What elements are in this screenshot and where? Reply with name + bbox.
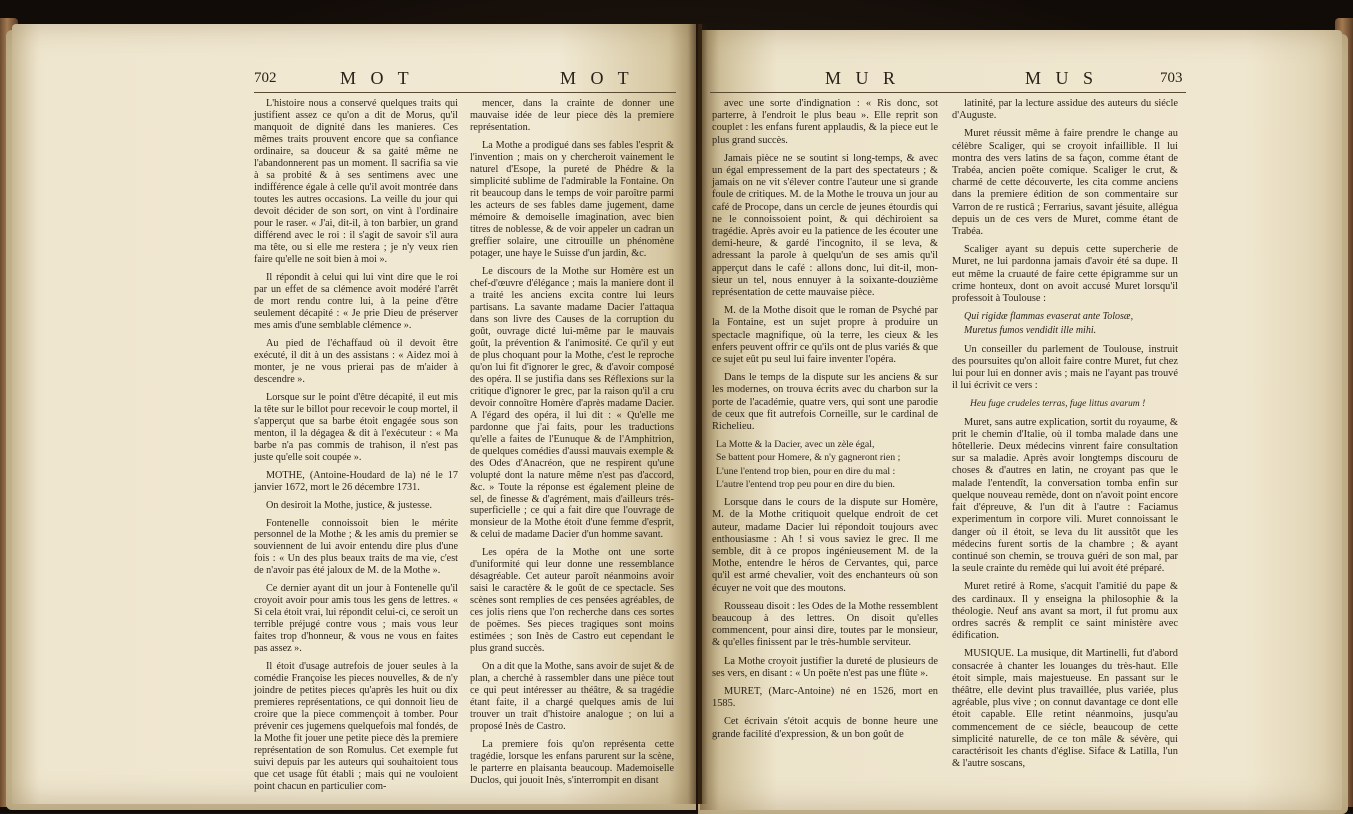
paragraph: Fontenelle connoissoit bien le mérite personnel de la Mothe ; & les amis du premier se souviennent de lui avoir entendu dire plus d'une fois : « Un des plus beaux traits de ma vie, c'est de n'avoir pas été jaloux de M. de la Mothe ». xyxy=(254,517,458,577)
paragraph: mencer, dans la crainte de donner une mauvaise idée de leur piece dès la premiere représentation. xyxy=(470,98,674,133)
header-rule-right xyxy=(710,92,1186,93)
paragraph: M. de la Mothe disoit que le roman de Psyché par la Fontaine, est un sujet propre à produire un spectacle magnifique, où la terre, les cieux & les enfers peuvent offrir ce qu'ils ont de plus variés & que ce sujet eût pu seul lui faire inventer l'opéra. xyxy=(712,305,938,366)
paragraph: Rousseau disoit : les Odes de la Mothe ressemblent beaucoup à des lettres. On disoit qu'elles commencent, pour ainsi dire, toutes par le monsieur, & qu'elles finissent par le très-humble serviteur. xyxy=(712,600,938,649)
left-page-column-2 xyxy=(470,98,674,793)
paragraph: Cet écrivain s'étoit acquis de bonne heure une grande facilité d'expression, & un bon goût de xyxy=(712,716,938,740)
right-page-column-1 xyxy=(712,98,938,747)
paragraph: Un conseiller du parlement de Toulouse, instruit des poursuites qu'on alloit faire contre Muret, fut chez lui pour lui en donner avis ; mais ne l'ayant pas trouvé il lui écrivit ce vers : xyxy=(952,343,1178,392)
paragraph: Scaliger ayant su depuis cette supercherie de Muret, ne lui pardonna jamais d'avoir été sa dupe. Il eut même la cruauté de faire cette épigramme sur un crime honteux, dont on avoit accusé Muret lorsqu'il professoit à Toulouse : xyxy=(952,244,1178,305)
paragraph: Muret retiré à Rome, s'acquit l'amitié du pape & des cardinaux. Il y enseigna la philosophie & la théologie. Neuf ans avant sa mort, il fut promu aux ordres sacrés & remplit ce saint ministère avec édification. xyxy=(952,581,1178,642)
paragraph: avec une sorte d'indignation : « Ris donc, sot parterre, à l'endroit le plus beau ». Elle reprit son couplet : les enfans furent applaudis, & la piece eut le plus grand succès. xyxy=(712,98,938,146)
book-gutter xyxy=(688,24,708,804)
running-head-right-1: M U R xyxy=(825,68,901,88)
header-rule-left xyxy=(254,92,676,93)
latin-verse: Muretus fumos vendidit ille mihi. xyxy=(964,325,1097,337)
running-head-right-2: M U S xyxy=(1025,68,1099,88)
page-number-right: 703 xyxy=(1160,70,1183,86)
latin-quote: Heu fuge crudeles terras, fuge littus avarum ! xyxy=(970,398,1146,410)
paragraph: Lorsque sur le point d'être décapité, il eut mis la tête sur le billot pour recevoir le coup mortel, il s'apperçut que sa barbe étoit engagée sous son menton, il la dégagea & dit à l'exécuteur : « Ma barbe n'a pas commis de trahison, il n'est pas juste qu'elle soit coupée ». xyxy=(254,391,458,463)
paragraph: Dans le temps de la dispute sur les anciens & sur les modernes, on trouva écrits avec du charbon sur la porte de l'académie, quatre vers, qui sont une parodie de ceux que fit autrefois Corneille, sur le cardinal de Richelieu. xyxy=(712,372,938,433)
right-page-column-2 xyxy=(952,98,1178,776)
latin-verse: Qui rigidæ flammas evaserat ante Tolosæ, xyxy=(964,311,1134,323)
entry-heading: MUSIQUE. La musique, dit Martinelli, fut d'abord consacrée à chanter les louanges du très-haut. Elle étoit simple, mais majestueuse. En passant sur le théâtre, elle devint plus travaillée, plus variée, plus agréable, plus vive ; on connut davantage ce dont elle étoit capable. Elle retint néanmoins, jusqu'au commencement de ce siécle, beaucoup de cette simplicité naturelle, de ce ton mâle & sévère, qui caractérisoit les chants d'église. Siface & Latilla, l'un & l'autre soscans, xyxy=(952,648,1178,770)
paragraph: Lorsque dans le cours de la dispute sur Homère, M. de la Mothe critiquoit quelque endroit de cet auteur, madame Dacier lui répondoit toujours avec enthousiasme : Ah ! si vous saviez le grec. Il me semble, dit à ce propos ingénieusement M. de la Mothe, entendre le héros de Cervantes, qui, parce qu'il est armé chevalier, voit des enchanteurs où son écuyer ne voit que des moutons. xyxy=(712,497,938,594)
paragraph: Il répondit à celui qui lui vint dire que le roi par un effet de sa clémence avoit modéré l'arrêt de mort rendu contre lui, à la peine d'être seulement décapité : « Je prie Dieu de préserver mes amis d'une semblable clémence ». xyxy=(254,271,458,331)
verse-line: L'une l'entend trop bien, pour en dire du mal : xyxy=(716,465,896,477)
paragraph: La Mothe croyoit justifier la dureté de plusieurs de ses vers, en disant : « Un poëte n'est pas une flûte ». xyxy=(712,655,938,679)
paragraph: L'histoire nous a conservé quelques traits qui justifient assez ce qu'on a dit de Morus, qu'il manquoit de dignité dans les manieres. Ces mêmes traits prouvent encore que sa confiance ordinaire, sa douceur & sa gaité même ne l'abandonnerent pas un moment. Il sacrifia sa vie à sa probité & à ses sentimens avec une indifférence égale à celle qu'il avoit montrée dans toutes les autres occasions. La veille du jour qui devoit décider de son sort, on vint à l'ordinaire pour le raser. « J'ai, dit-il, à ton barbier, un grand différend avec le roi : il s'agit de savoir s'il aura ma tête, ou si elle me restera ; je n'y veux rien faire qu'elle ne soit bien à moi ». xyxy=(254,98,458,265)
paragraph: Muret réussit même à faire prendre le change au célèbre Scaliger, qui se croyoit infaillible. Il lui montra des vers latins de sa façon, comme étant de Trabéa, ancien poëte comique. Scaliger le crut, & charmé de cette découverte, les cita comme anciens dans la premiere édition de son commentaire sur Varron de re rusticâ ; Ferrarius, savant jésuite, allégua depuis un de ces vers de Muret, comme étant de Trabéa. xyxy=(952,128,1178,238)
paragraph: Muret, sans autre explication, sortit du royaume, & prit le chemin d'Italie, où il tomba malade dans une hôtellerie. Deux médecins vinrent faire consultation sur sa maladie. Après avoir longtemps discouru de choses & d'autres en latin, ne croyant pas que le malade l'entendît, la conversation tomba enfin sur quelque nouveau remède, dont on n'avoit point encore fait d'épreuve, & l'un dit à l'autre : Faciamus experimentum in corpore vili. Muret connoissant le danger où il étoit, se leva du lit aussitôt que les médecins furent sortis de la chambre ; & ayant continué son chemin, se trouva guéri de son mal, par la seule crainte du remède qui lui avoit été préparé. xyxy=(952,416,1178,575)
running-head-left-1: M O T xyxy=(340,68,414,88)
paragraph: Au pied de l'échaffaud où il devoit être exécuté, il dit à un des assistans : « Aidez moi à monter, je ne vous prierai pas de m'aider à descendre ». xyxy=(254,337,458,385)
paragraph: Le discours de la Mothe sur Homère est un chef-d'œuvre d'élégance ; mais la maniere dont il a traité les anciens excita contre lui leurs partisans. La savante madame Dacier l'attaqua dans son livre des Causes de la corruption du goût, ouvrage dicté lui-même par le mauvais goût, la prévention & l'animosité. Ce qu'il y eut de plus choquant pour la Mothe, c'est le reproche qu'on lui fit d'ignorer le grec, & d'avoir composé des opéra. Il se justifia dans ses Réflexions sur la critique d'ignorer le grec, par la raison qu'il a cru devoir connoître Homère d'après madame Dacier. A l'égard des opéra, il lui dit : « Qu'elle me pardonne que j'ai faits, pour les traductions qu'elle a faites de l'Eunuque & de l'Amphitrion, de quelques comédies d'aussi mauvais exemple & des Odes d'Anacréon, que ne respirent qu'une volupté dont la nature même n'est pas d'accord, &c. » Toute la réponse est également pleine de sel, de finesse & d'agrément, mais d'ailleurs trés-superficielle ; ce qui a fait dire que l'ouvrage de monsieur de la Mothe étoit d'une femme d'esprit, & celui de madame Dacier d'un homme savant. xyxy=(470,265,674,541)
paragraph: Les opéra de la Mothe ont une sorte d'uniformité qui leur donne une ressemblance désagréable. Cet auteur paroît néanmoins avoir saisi le caractère & le goût de ce spectacle. Ses scènes sont remplies de ces pensées agréables, de ces jolis riens que l'on recherche dans ces sortes de poëmes. Ses pieces tragiques sont moins estimées ; son Inès de Castro eut cependant le plus grand succès. xyxy=(470,547,674,655)
paragraph: La Mothe a prodigué dans ses fables l'esprit & l'invention ; mais on y chercheroit vainement le naturel d'Esope, la pureté de Phédre & la simplicité sublime de l'admirable la Fontaine. On rit beaucoup dans le temps de voir paroître parmi les acteurs de ses fables dame jugement, dame mémoire & demoiselle imagination, avec bien titres de noblesse, & de voir appeler un cadran un greffier solaire, une citrouille un phénomène potager, une haye le Suisse d'un jardin, &c. xyxy=(470,139,674,259)
left-page-column-1 xyxy=(254,98,458,799)
paragraph: Ce dernier ayant dit un jour à Fontenelle qu'il croyoit avoir pour amis tous les gens de lettres. « Si cela étoit vrai, lui répondit celui-ci, ce seroit un terrible préjugé contre vous ; mais vous leur faites trop d'honneur, & vous ne vous en faites pas assez ». xyxy=(254,583,458,655)
entry-heading: MOTHE, (Antoine-Houdard de la) né le 17 janvier 1672, mort le 26 décembre 1731. xyxy=(254,469,458,493)
paragraph: On desiroit la Mothe, justice, & justesse. xyxy=(266,499,433,511)
paragraph: On a dit que la Mothe, sans avoir de sujet & de plan, a cherché à rassembler dans une pièce tout ce qui peut intéresser au théâtre, & sa tragédie étant faite, il a chargé quelques amis de lui trouver un trait d'histoire analogue ; on lui a proposé Inès de Castro. xyxy=(470,661,674,733)
verse-line: La Motte & la Dacier, avec un zèle égal, xyxy=(716,439,875,451)
running-head-left-2: M O T xyxy=(560,68,634,88)
paragraph: La premiere fois qu'on représenta cette tragédie, lorsque les enfans parurent sur la scène, le parterre en plaisanta beaucoup. Mademoiselle Duclos, qui jouoit Inès, s'interrompit en disant xyxy=(470,739,674,787)
paragraph: Jamais pièce ne se soutint si long-temps, & avec un égal empressement de la part des spectateurs ; & jamais on ne vit s'élever contre l'auteur une si grande foule de critiques. M. de la Mothe le trouva un jour au café de Procope, dans un cercle de jeunes étourdis qui ne le connoissoient point, & qui déchiroient sa tragédie. Après avoir eu la patience de les écouter une demi-heure, & gardé l'incognito, il se leva, & adressant la parole à quelqu'un de ses amis qu'il apperçut dans le café : allons donc, lui dit-il, mon-sieur un tel, nous ennuyer à la soixante-douzième représentation de cette mauvaise pièce. xyxy=(712,152,938,299)
entry-heading: MURET, (Marc-Antoine) né en 1526, mort en 1585. xyxy=(712,685,938,710)
verse-line: Se battent pour Homere, & n'y gagneront rien ; xyxy=(716,452,901,464)
paragraph: Il étoit d'usage autrefois de jouer seules à la comédie Françoise les pieces nouvelles, & de n'y joindre de petites pieces qu'après les huit ou dix premieres représentations, ce qui donnoit lieu de croire que la piece commençoit à tomber. Pour prévenir ces jugemens quelquefois mal fondés, de la Mothe fit jouer une petite piece dès la premiere représentation de son Romulus. Cet exemple fut suivi depuis par les auteurs qui souhaitoient tous que cet usage fût établi ; mais qui ne vouloient point chacun en particulier com- xyxy=(254,661,458,793)
paragraph: latinité, par la lecture assidue des auteurs du siécle d'Auguste. xyxy=(952,98,1178,122)
page-number-left: 702 xyxy=(254,70,277,86)
verse-line: L'autre l'entend trop peu pour en dire du bien. xyxy=(716,478,895,490)
